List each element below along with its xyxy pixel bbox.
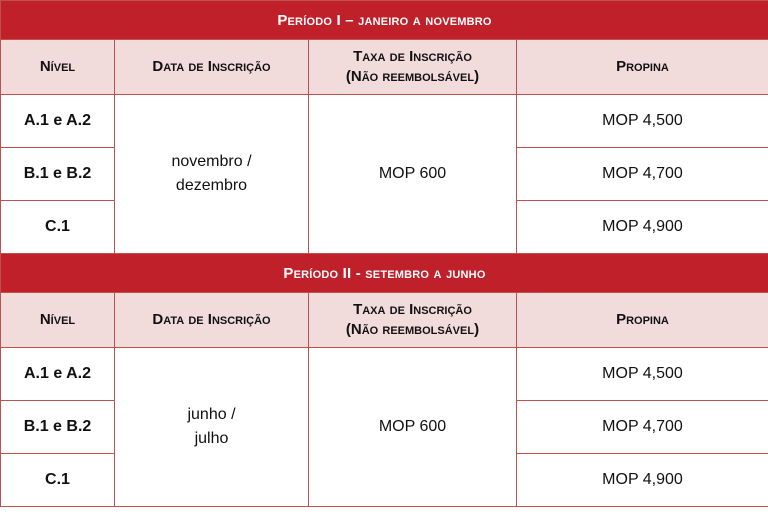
registration-fee-cell: MOP 600 [309, 348, 517, 507]
date-line-2: julho [194, 430, 229, 447]
level-cell: C.1 [1, 454, 115, 507]
level-cell: A.1 e A.2 [1, 348, 115, 401]
column-header-tuition: Propina [517, 40, 768, 95]
table-row [1, 95, 768, 148]
fee-header-line-1: Taxa de Inscrição [353, 48, 472, 65]
column-header-level: Nível [1, 40, 115, 95]
tuition-cell: MOP 4,900 [517, 201, 768, 254]
period-2-title: Período II - setembro a junho [1, 254, 768, 293]
column-header-date: Data de Inscrição [115, 40, 309, 95]
column-header-level: Nível [1, 293, 115, 348]
column-header-fee [309, 40, 517, 95]
column-header-fee [309, 293, 517, 348]
column-header-tuition: Propina [517, 293, 768, 348]
period-2-column-headers [1, 293, 768, 348]
level-cell: C.1 [1, 201, 115, 254]
date-line-2: dezembro [175, 177, 248, 194]
period-1-title: Período I – janeiro a novembro [1, 1, 768, 40]
fee-header-line-2: (Não reembolsável) [345, 68, 480, 85]
date-line-1: novembro / [171, 153, 252, 170]
period-1-header-row [1, 1, 768, 40]
registration-date-cell [115, 348, 309, 507]
tuition-cell: MOP 4,500 [517, 348, 768, 401]
registration-fee-cell: MOP 600 [309, 95, 517, 254]
level-cell: B.1 e B.2 [1, 401, 115, 454]
period-2-header-row [1, 254, 768, 293]
level-cell: B.1 e B.2 [1, 148, 115, 201]
level-cell: A.1 e A.2 [1, 95, 115, 148]
tuition-cell: MOP 4,700 [517, 401, 768, 454]
column-header-date: Data de Inscrição [115, 293, 309, 348]
period-1-column-headers [1, 40, 768, 95]
registration-date-cell [115, 95, 309, 254]
fee-header-line-2: (Não reembolsável) [345, 321, 480, 338]
date-line-1: junho / [187, 406, 236, 423]
fee-header-line-1: Taxa de Inscrição [353, 301, 472, 318]
tuition-cell: MOP 4,700 [517, 148, 768, 201]
tuition-cell: MOP 4,500 [517, 95, 768, 148]
table-row [1, 348, 768, 401]
tuition-cell: MOP 4,900 [517, 454, 768, 507]
